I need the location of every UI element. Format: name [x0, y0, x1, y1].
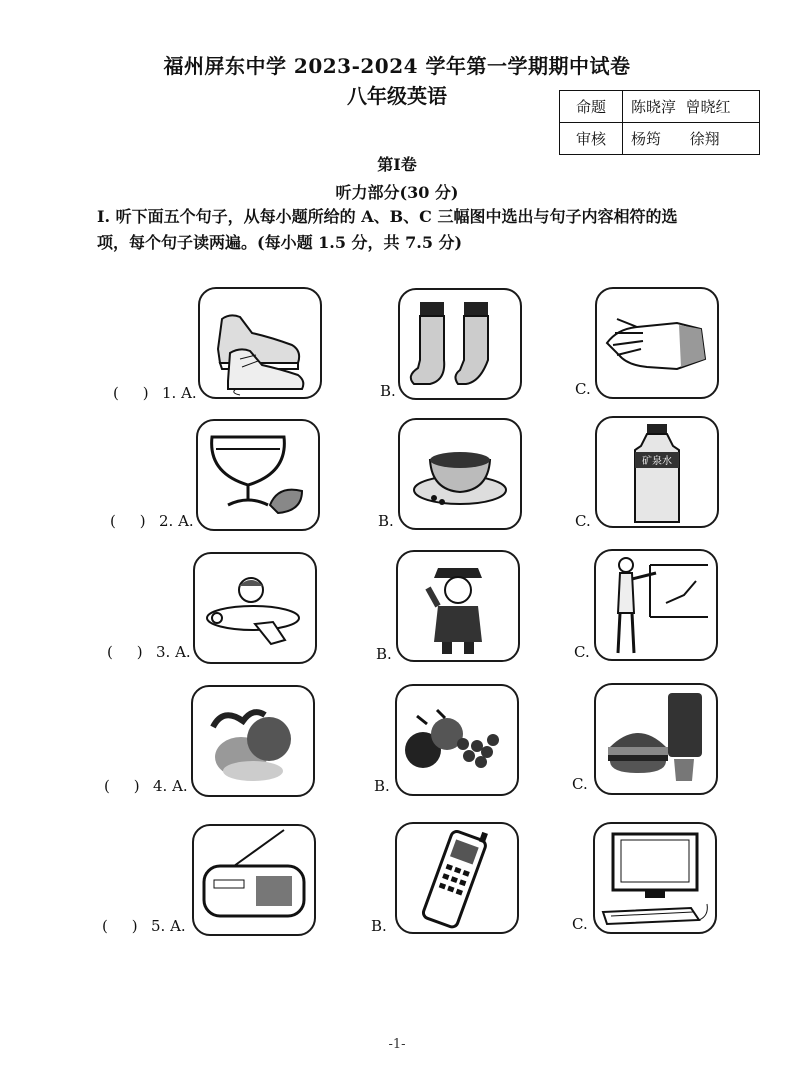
q3-option-a-image[interactable] — [193, 552, 317, 664]
q5-option-a-image[interactable] — [192, 824, 316, 936]
hamburger-fries-icon — [596, 685, 716, 793]
mobile-phone-icon — [397, 824, 517, 932]
q5-option-c-image[interactable] — [593, 822, 717, 934]
answer-blank-3[interactable]: ( ) — [107, 643, 143, 661]
q3-option-a-label: 3. A. — [156, 643, 191, 661]
exam-title: 福州屏东中学 2023-2024 学年第一学期期中试卷 — [163, 54, 631, 78]
q2-option-b-label: B. — [378, 512, 394, 530]
coffee-cup-icon — [400, 420, 520, 528]
q4-option-c-image[interactable] — [594, 683, 718, 795]
q1-option-a-label: 1. A. — [162, 384, 197, 402]
reviewer-label: 审核 — [560, 123, 623, 155]
computer-icon — [595, 824, 715, 932]
police-officer-icon — [398, 552, 518, 660]
q4-option-a-image[interactable] — [191, 685, 315, 797]
answer-blank-2[interactable]: ( ) — [110, 512, 146, 530]
setter-names: 陈晓淳 曾晓红 — [623, 91, 760, 123]
fruits-icon — [397, 686, 517, 794]
sneakers-icon — [200, 289, 320, 397]
answer-blank-5[interactable]: ( ) — [102, 917, 138, 935]
q1-option-b-image[interactable] — [398, 288, 522, 400]
staff-table — [559, 90, 760, 155]
q1-option-c-image[interactable] — [595, 287, 719, 399]
q1-option-c-label: C. — [575, 380, 591, 398]
instructions-line-1: I. 听下面五个句子，从每小题所给的 A、B、C 三幅图中选出与句子内容相符的选 — [97, 207, 678, 226]
q4-option-a-label: 4. A. — [153, 777, 188, 795]
q1-option-b-label: B. — [380, 382, 396, 400]
reviewer-names: 杨筠 徐翔 — [623, 123, 760, 155]
water-bottle-icon — [597, 418, 717, 526]
answer-blank-1[interactable]: ( ) — [113, 384, 149, 402]
q2-option-c-image[interactable] — [595, 416, 719, 528]
q5-option-a-label: 5. A. — [151, 917, 186, 935]
page-number: -1- — [388, 1037, 406, 1052]
volume-heading: 第Ⅰ卷 — [377, 155, 417, 174]
vegetables-icon — [193, 687, 313, 795]
q5-option-c-label: C. — [572, 915, 588, 933]
q5-option-b-label: B. — [371, 917, 387, 935]
q4-option-b-image[interactable] — [395, 684, 519, 796]
glove-icon — [597, 289, 717, 397]
q3-option-b-label: B. — [376, 645, 392, 663]
q2-option-a-label: 2. A. — [159, 512, 194, 530]
q3-option-c-image[interactable] — [594, 549, 718, 661]
q2-option-c-label: C. — [575, 512, 591, 530]
answer-blank-4[interactable]: ( ) — [104, 777, 140, 795]
setter-label: 命题 — [560, 91, 623, 123]
q3-option-b-image[interactable] — [396, 550, 520, 662]
teacher-icon — [596, 551, 716, 659]
q2-option-a-image[interactable] — [196, 419, 320, 531]
water-bottle-label: 矿泉水 — [642, 456, 672, 467]
instructions-line-2: 项，每个句子读两遍。(每小题 1.5 分，共 7.5 分) — [97, 233, 463, 252]
q4-option-c-label: C. — [572, 775, 588, 793]
exam-subtitle: 八年级英语 — [347, 84, 447, 108]
section-heading: 听力部分(30 分) — [335, 183, 459, 202]
q4-option-b-label: B. — [374, 777, 390, 795]
pilot-plane-icon — [195, 554, 315, 662]
q1-option-a-image[interactable] — [198, 287, 322, 399]
radio-icon — [194, 826, 314, 934]
q3-option-c-label: C. — [574, 643, 590, 661]
juice-glass-icon — [198, 421, 318, 529]
q2-option-b-image[interactable] — [398, 418, 522, 530]
socks-icon — [400, 290, 520, 398]
q5-option-b-image[interactable] — [395, 822, 519, 934]
